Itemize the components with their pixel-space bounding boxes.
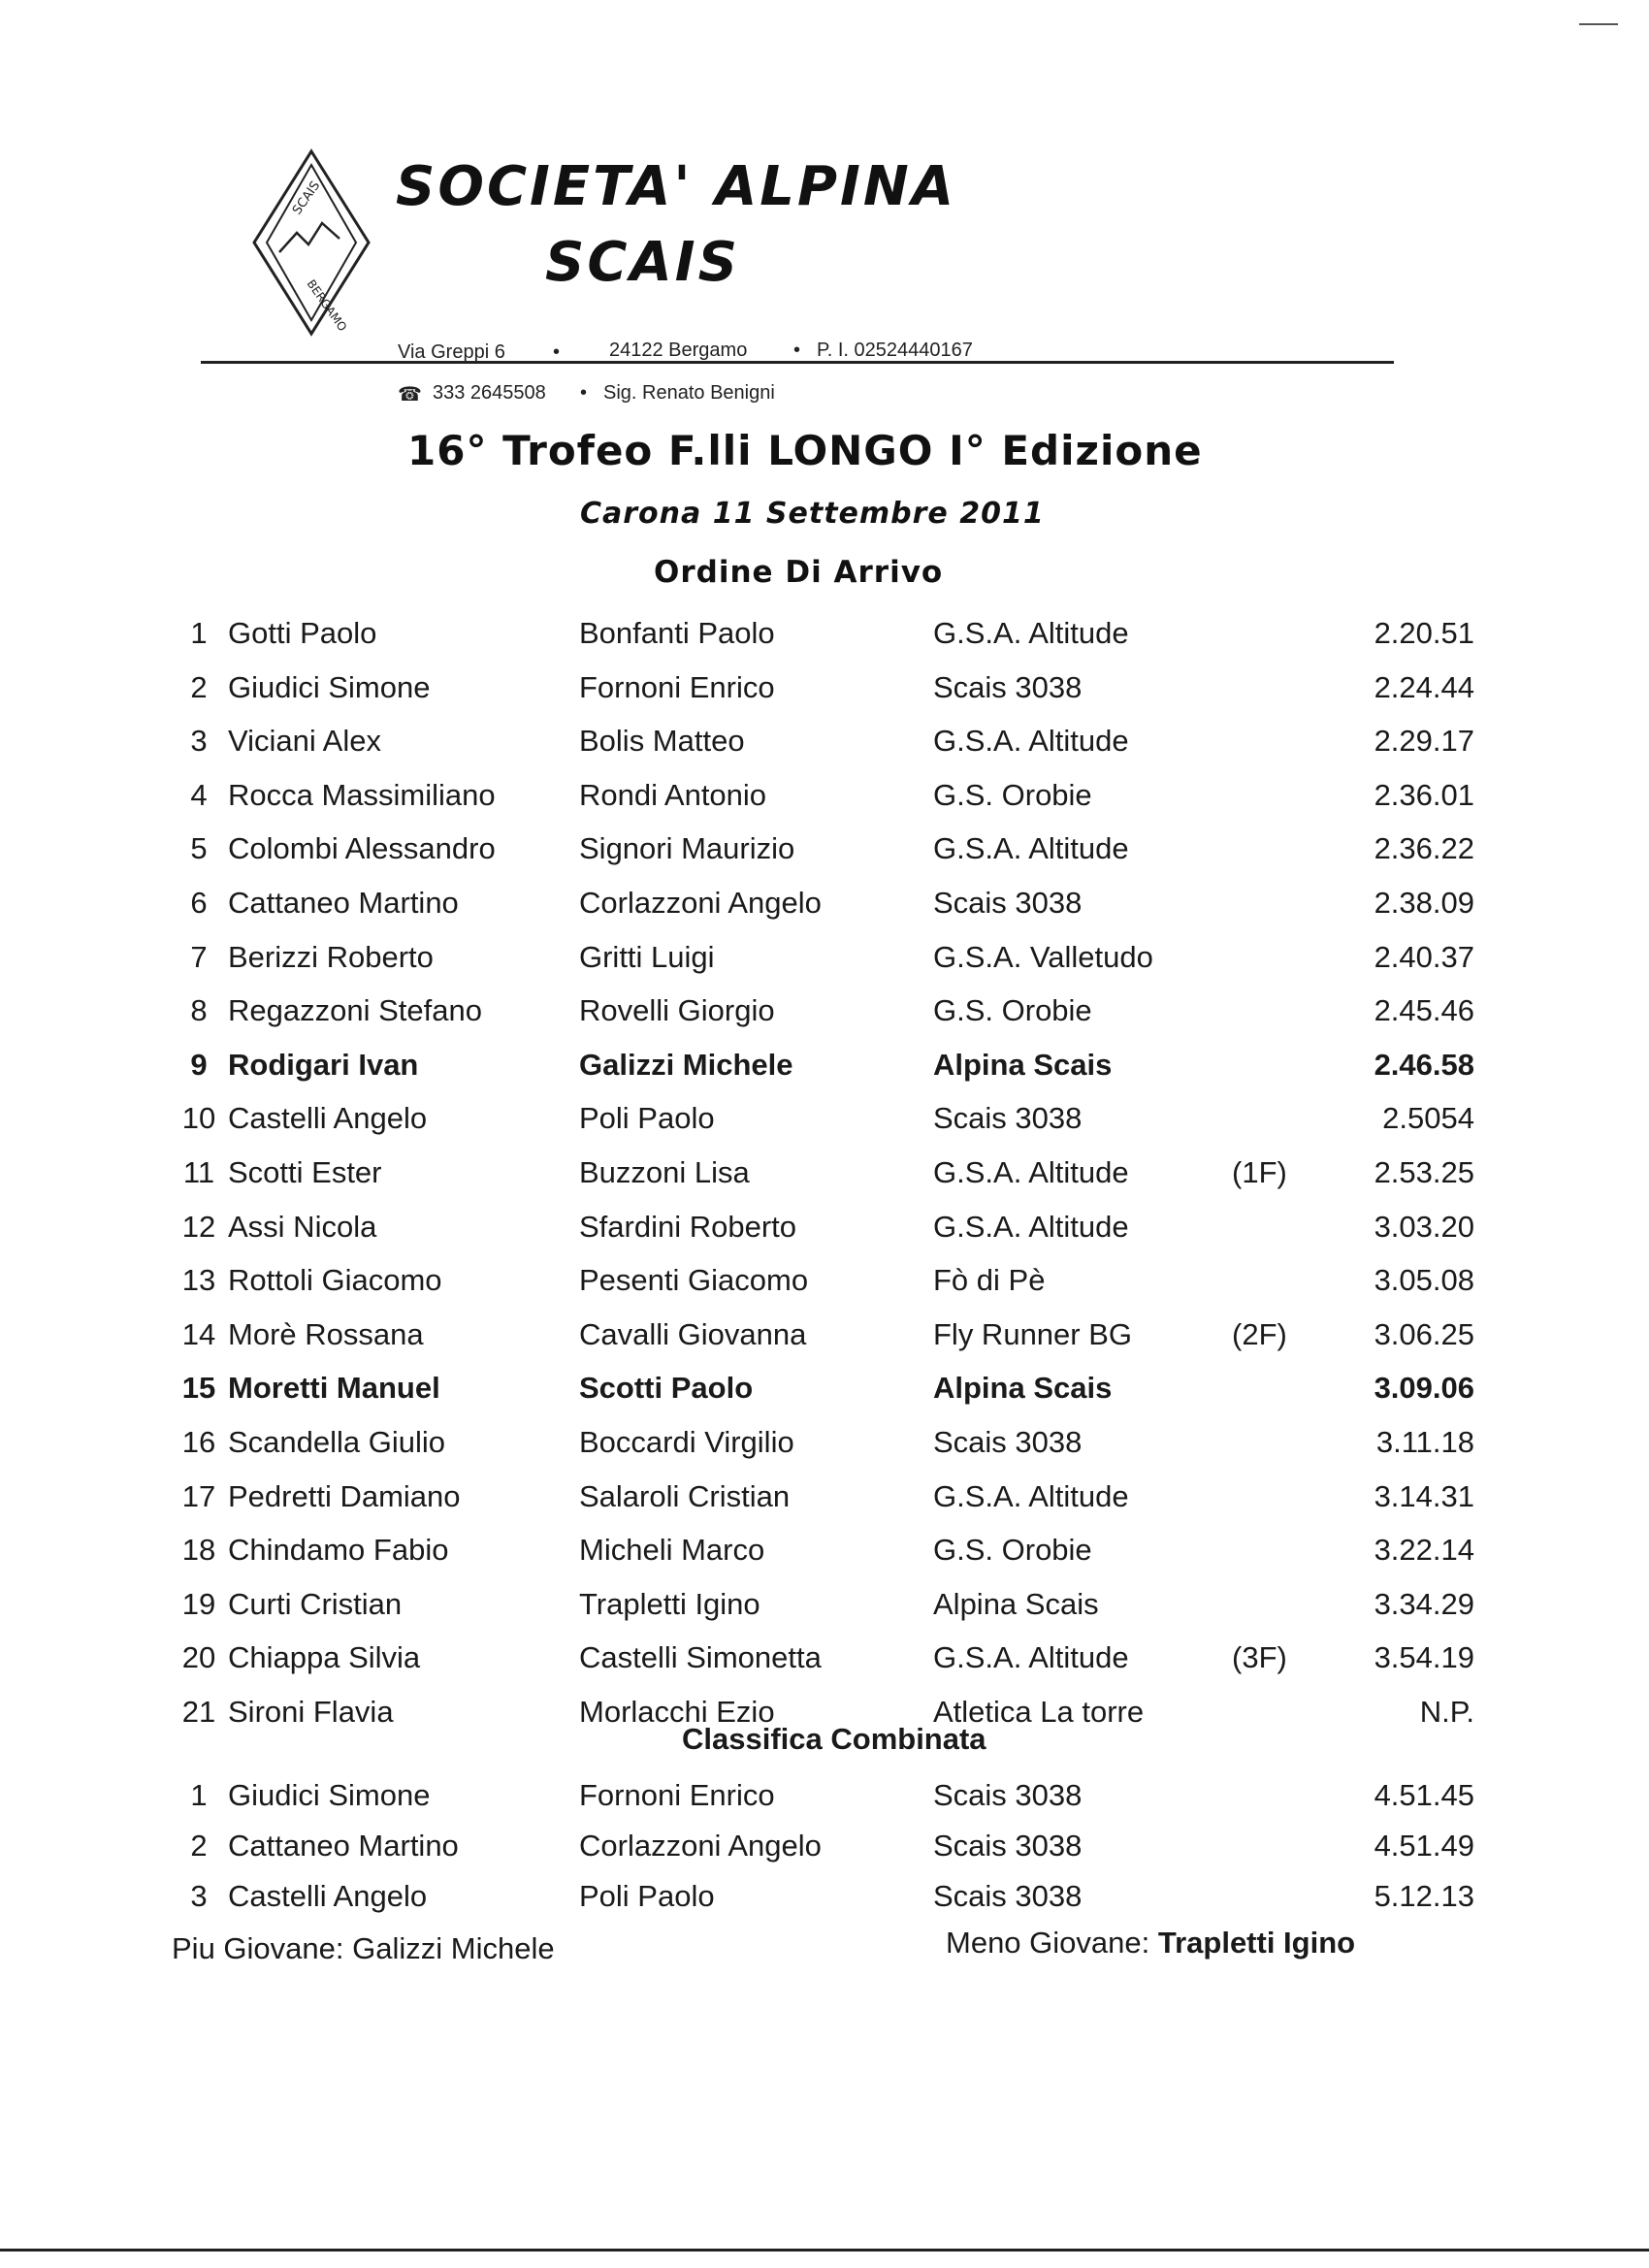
runner-a-cell: Viciani Alex (228, 724, 381, 759)
table-row (0, 1048, 1649, 1090)
runner-b-cell: Corlazzoni Angelo (579, 1829, 822, 1863)
position-cell: 16 (181, 1425, 216, 1459)
logo-text-bottom: BERGAMO (304, 276, 350, 335)
vat-number: P. I. 02524440167 (817, 340, 973, 361)
time-cell: 3.09.06 (1374, 1371, 1474, 1406)
runner-b-cell: Rovelli Giorgio (579, 993, 775, 1028)
runner-a-cell: Chiappa Silvia (228, 1640, 421, 1675)
position-cell: 9 (190, 1047, 208, 1082)
position-cell: 7 (190, 939, 208, 974)
runner-b-cell: Trapletti Igino (579, 1586, 760, 1621)
time-cell: 2.36.22 (1374, 831, 1474, 866)
scais-logo (250, 147, 372, 338)
runner-a-cell: Giudici Simone (228, 669, 431, 704)
youngest-label: Piu Giovane: (172, 1931, 344, 1965)
team-cell: G.S. Orobie (933, 777, 1092, 812)
runner-b-cell: Fornoni Enrico (579, 1778, 775, 1812)
runner-a-cell: Rottoli Giacomo (228, 1263, 442, 1298)
table-row (0, 1640, 1649, 1683)
time-cell: 3.11.18 (1375, 1425, 1474, 1459)
oldest-line (946, 1926, 1355, 1960)
time-cell: 3.54.19 (1374, 1640, 1474, 1675)
time-cell: 4.51.49 (1374, 1829, 1474, 1863)
runner-b-cell: Cavalli Giovanna (579, 1316, 807, 1351)
team-cell: G.S.A. Valletudo (933, 939, 1153, 974)
table-row (0, 993, 1649, 1036)
time-cell: 2.45.46 (1374, 993, 1474, 1028)
position-cell: 19 (181, 1586, 216, 1621)
team-cell: G.S. Orobie (933, 993, 1092, 1028)
note-cell: (1F) (1232, 1155, 1287, 1189)
time-cell: 3.05.08 (1374, 1263, 1474, 1298)
position-cell: 6 (190, 886, 208, 920)
team-cell: G.S.A. Altitude (933, 724, 1129, 759)
runner-a-cell: Assi Nicola (228, 1209, 377, 1244)
time-cell: 3.14.31 (1374, 1478, 1474, 1513)
event-title: 16° Trofeo F.lli LONGO I° Edizione (407, 427, 1203, 474)
table-row (0, 886, 1649, 928)
oldest-name: Trapletti Igino (1157, 1926, 1356, 1960)
position-cell: 5 (190, 831, 208, 866)
runner-a-cell: Pedretti Damiano (228, 1478, 461, 1513)
runner-a-cell: Colombi Alessandro (228, 831, 496, 866)
team-cell: G.S.A. Altitude (933, 1209, 1129, 1244)
position-cell: 2 (190, 669, 208, 704)
position-cell: 17 (181, 1478, 216, 1513)
team-cell: Scais 3038 (933, 669, 1083, 704)
header-divider (201, 361, 1394, 364)
runner-b-cell: Morlacchi Ezio (579, 1695, 775, 1729)
team-cell: Scais 3038 (933, 1879, 1083, 1913)
time-cell: 3.03.20 (1374, 1209, 1474, 1244)
runner-a-cell: Regazzoni Stefano (228, 993, 482, 1028)
team-cell: G.S.A. Altitude (933, 1640, 1129, 1675)
runner-b-cell: Buzzoni Lisa (579, 1155, 750, 1189)
position-cell: 11 (182, 1155, 215, 1189)
runner-b-cell: Salaroli Cristian (579, 1478, 791, 1513)
runner-b-cell: Poli Paolo (579, 1879, 715, 1913)
logo-text-top: SCAIS (289, 178, 324, 218)
team-cell: Scais 3038 (933, 1829, 1083, 1863)
team-cell: Alpina Scais (933, 1586, 1099, 1621)
runner-a-cell: Scandella Giulio (228, 1425, 446, 1459)
table-row (0, 1263, 1649, 1306)
team-cell: G.S.A. Altitude (933, 616, 1129, 650)
table-row (0, 1533, 1649, 1575)
team-cell: G.S. Orobie (933, 1533, 1092, 1568)
bullet: • (580, 382, 588, 404)
bullet: • (553, 341, 561, 363)
youngest-name: Galizzi Michele (352, 1931, 555, 1965)
time-cell: N.P. (1419, 1695, 1474, 1729)
position-cell: 14 (181, 1316, 216, 1351)
runner-b-cell: Gritti Luigi (579, 939, 715, 974)
position-cell: 20 (181, 1640, 216, 1675)
runner-b-cell: Rondi Antonio (579, 777, 767, 812)
position-cell: 2 (190, 1829, 208, 1863)
position-cell: 13 (181, 1263, 216, 1298)
runner-b-cell: Sfardini Roberto (579, 1209, 797, 1244)
position-cell: 4 (190, 777, 208, 812)
scan-mark (1579, 23, 1618, 25)
position-cell: 21 (181, 1695, 216, 1729)
table-row (0, 1778, 1649, 1821)
position-cell: 3 (190, 1879, 208, 1913)
runner-b-cell: Corlazzoni Angelo (579, 886, 822, 920)
position-cell: 18 (181, 1533, 216, 1568)
runner-a-cell: Curti Cristian (228, 1586, 403, 1621)
table-row (0, 724, 1649, 766)
position-cell: 12 (181, 1209, 216, 1244)
table-row (0, 1317, 1649, 1360)
time-cell: 2.40.37 (1374, 939, 1474, 974)
runner-b-cell: Bolis Matteo (579, 724, 745, 759)
runner-b-cell: Fornoni Enrico (579, 669, 775, 704)
runner-a-cell: Rodigari Ivan (228, 1047, 419, 1082)
table-row (0, 1101, 1649, 1144)
team-cell: Fly Runner BG (933, 1316, 1133, 1351)
table-row (0, 831, 1649, 874)
table-row (0, 940, 1649, 983)
phone-number: 333 2645508 (433, 382, 546, 404)
event-date: Carona 11 Settembre 2011 (580, 497, 1045, 531)
time-cell: 2.24.44 (1374, 669, 1474, 704)
team-cell: Scais 3038 (933, 1778, 1083, 1812)
runner-b-cell: Bonfanti Paolo (579, 616, 775, 650)
runner-b-cell: Scotti Paolo (579, 1371, 754, 1406)
team-cell: Alpina Scais (933, 1047, 1113, 1082)
table-row (0, 1371, 1649, 1413)
address: Via Greppi 6 (398, 341, 505, 363)
team-cell: Scais 3038 (933, 1101, 1083, 1136)
team-cell: Scais 3038 (933, 886, 1083, 920)
postcode-city: 24122 Bergamo (609, 340, 748, 361)
runner-a-cell: Castelli Angelo (228, 1101, 428, 1136)
time-cell: 2.29.17 (1374, 724, 1474, 759)
runner-a-cell: Scotti Ester (228, 1155, 382, 1189)
time-cell: 5.12.13 (1374, 1879, 1474, 1913)
runner-b-cell: Poli Paolo (579, 1101, 715, 1136)
runner-a-cell: Chindamo Fabio (228, 1533, 449, 1568)
runner-a-cell: Cattaneo Martino (228, 1829, 459, 1863)
table-row (0, 1829, 1649, 1871)
table-row (0, 778, 1649, 821)
team-cell: Fò di Pè (933, 1263, 1046, 1298)
runner-a-cell: Moretti Manuel (228, 1371, 440, 1406)
results-heading: Ordine Di Arrivo (654, 555, 944, 590)
team-cell: Atletica La torre (933, 1695, 1145, 1729)
team-cell: G.S.A. Altitude (933, 1155, 1129, 1189)
position-cell: 15 (181, 1371, 216, 1406)
note-cell: (2F) (1232, 1316, 1287, 1351)
time-cell: 2.20.51 (1374, 616, 1474, 650)
runner-b-cell: Micheli Marco (579, 1533, 765, 1568)
runner-a-cell: Morè Rossana (228, 1316, 424, 1351)
time-cell: 2.53.25 (1374, 1155, 1474, 1189)
time-cell: 2.5054 (1382, 1101, 1474, 1136)
position-cell: 3 (190, 724, 208, 759)
runner-b-cell: Signori Maurizio (579, 831, 795, 866)
time-cell: 3.06.25 (1374, 1316, 1474, 1351)
combined-heading: Classifica Combinata (682, 1722, 986, 1756)
time-cell: 3.34.29 (1374, 1586, 1474, 1621)
note-cell: (3F) (1232, 1640, 1287, 1675)
team-cell: Scais 3038 (933, 1425, 1083, 1459)
runner-b-cell: Pesenti Giacomo (579, 1263, 809, 1298)
runner-a-cell: Sironi Flavia (228, 1695, 394, 1729)
runner-a-cell: Rocca Massimiliano (228, 777, 496, 812)
table-row (0, 1479, 1649, 1522)
position-cell: 1 (190, 616, 208, 650)
org-name-line1: SOCIETA' ALPINA (396, 155, 957, 218)
table-row (0, 670, 1649, 713)
table-row (0, 1210, 1649, 1252)
runner-b-cell: Boccardi Virgilio (579, 1425, 794, 1459)
time-cell: 3.22.14 (1374, 1533, 1474, 1568)
table-row (0, 1425, 1649, 1468)
runner-a-cell: Gotti Paolo (228, 616, 377, 650)
runner-a-cell: Castelli Angelo (228, 1879, 428, 1913)
oldest-label: Meno Giovane: (946, 1926, 1150, 1960)
table-row (0, 1587, 1649, 1630)
contact-person: Sig. Renato Benigni (603, 382, 775, 404)
time-cell: 2.36.01 (1374, 777, 1474, 812)
time-cell: 2.46.58 (1374, 1047, 1474, 1082)
phone-icon: ☎ (398, 384, 422, 405)
runner-a-cell: Cattaneo Martino (228, 886, 459, 920)
bottom-rule (0, 2249, 1649, 2252)
team-cell: G.S.A. Altitude (933, 831, 1129, 866)
runner-a-cell: Giudici Simone (228, 1778, 431, 1812)
table-row (0, 616, 1649, 659)
table-row (0, 1155, 1649, 1198)
youngest-line (172, 1931, 555, 1966)
position-cell: 1 (190, 1778, 208, 1812)
position-cell: 8 (190, 993, 208, 1028)
runner-b-cell: Galizzi Michele (579, 1047, 793, 1082)
table-row (0, 1879, 1649, 1922)
team-cell: G.S.A. Altitude (933, 1478, 1129, 1513)
runner-b-cell: Castelli Simonetta (579, 1640, 822, 1675)
team-cell: Alpina Scais (933, 1371, 1113, 1406)
position-cell: 10 (181, 1101, 216, 1136)
runner-a-cell: Berizzi Roberto (228, 939, 434, 974)
time-cell: 2.38.09 (1374, 886, 1474, 920)
bullet: • (793, 340, 801, 361)
org-name-line2: SCAIS (545, 231, 740, 294)
time-cell: 4.51.45 (1374, 1778, 1474, 1812)
